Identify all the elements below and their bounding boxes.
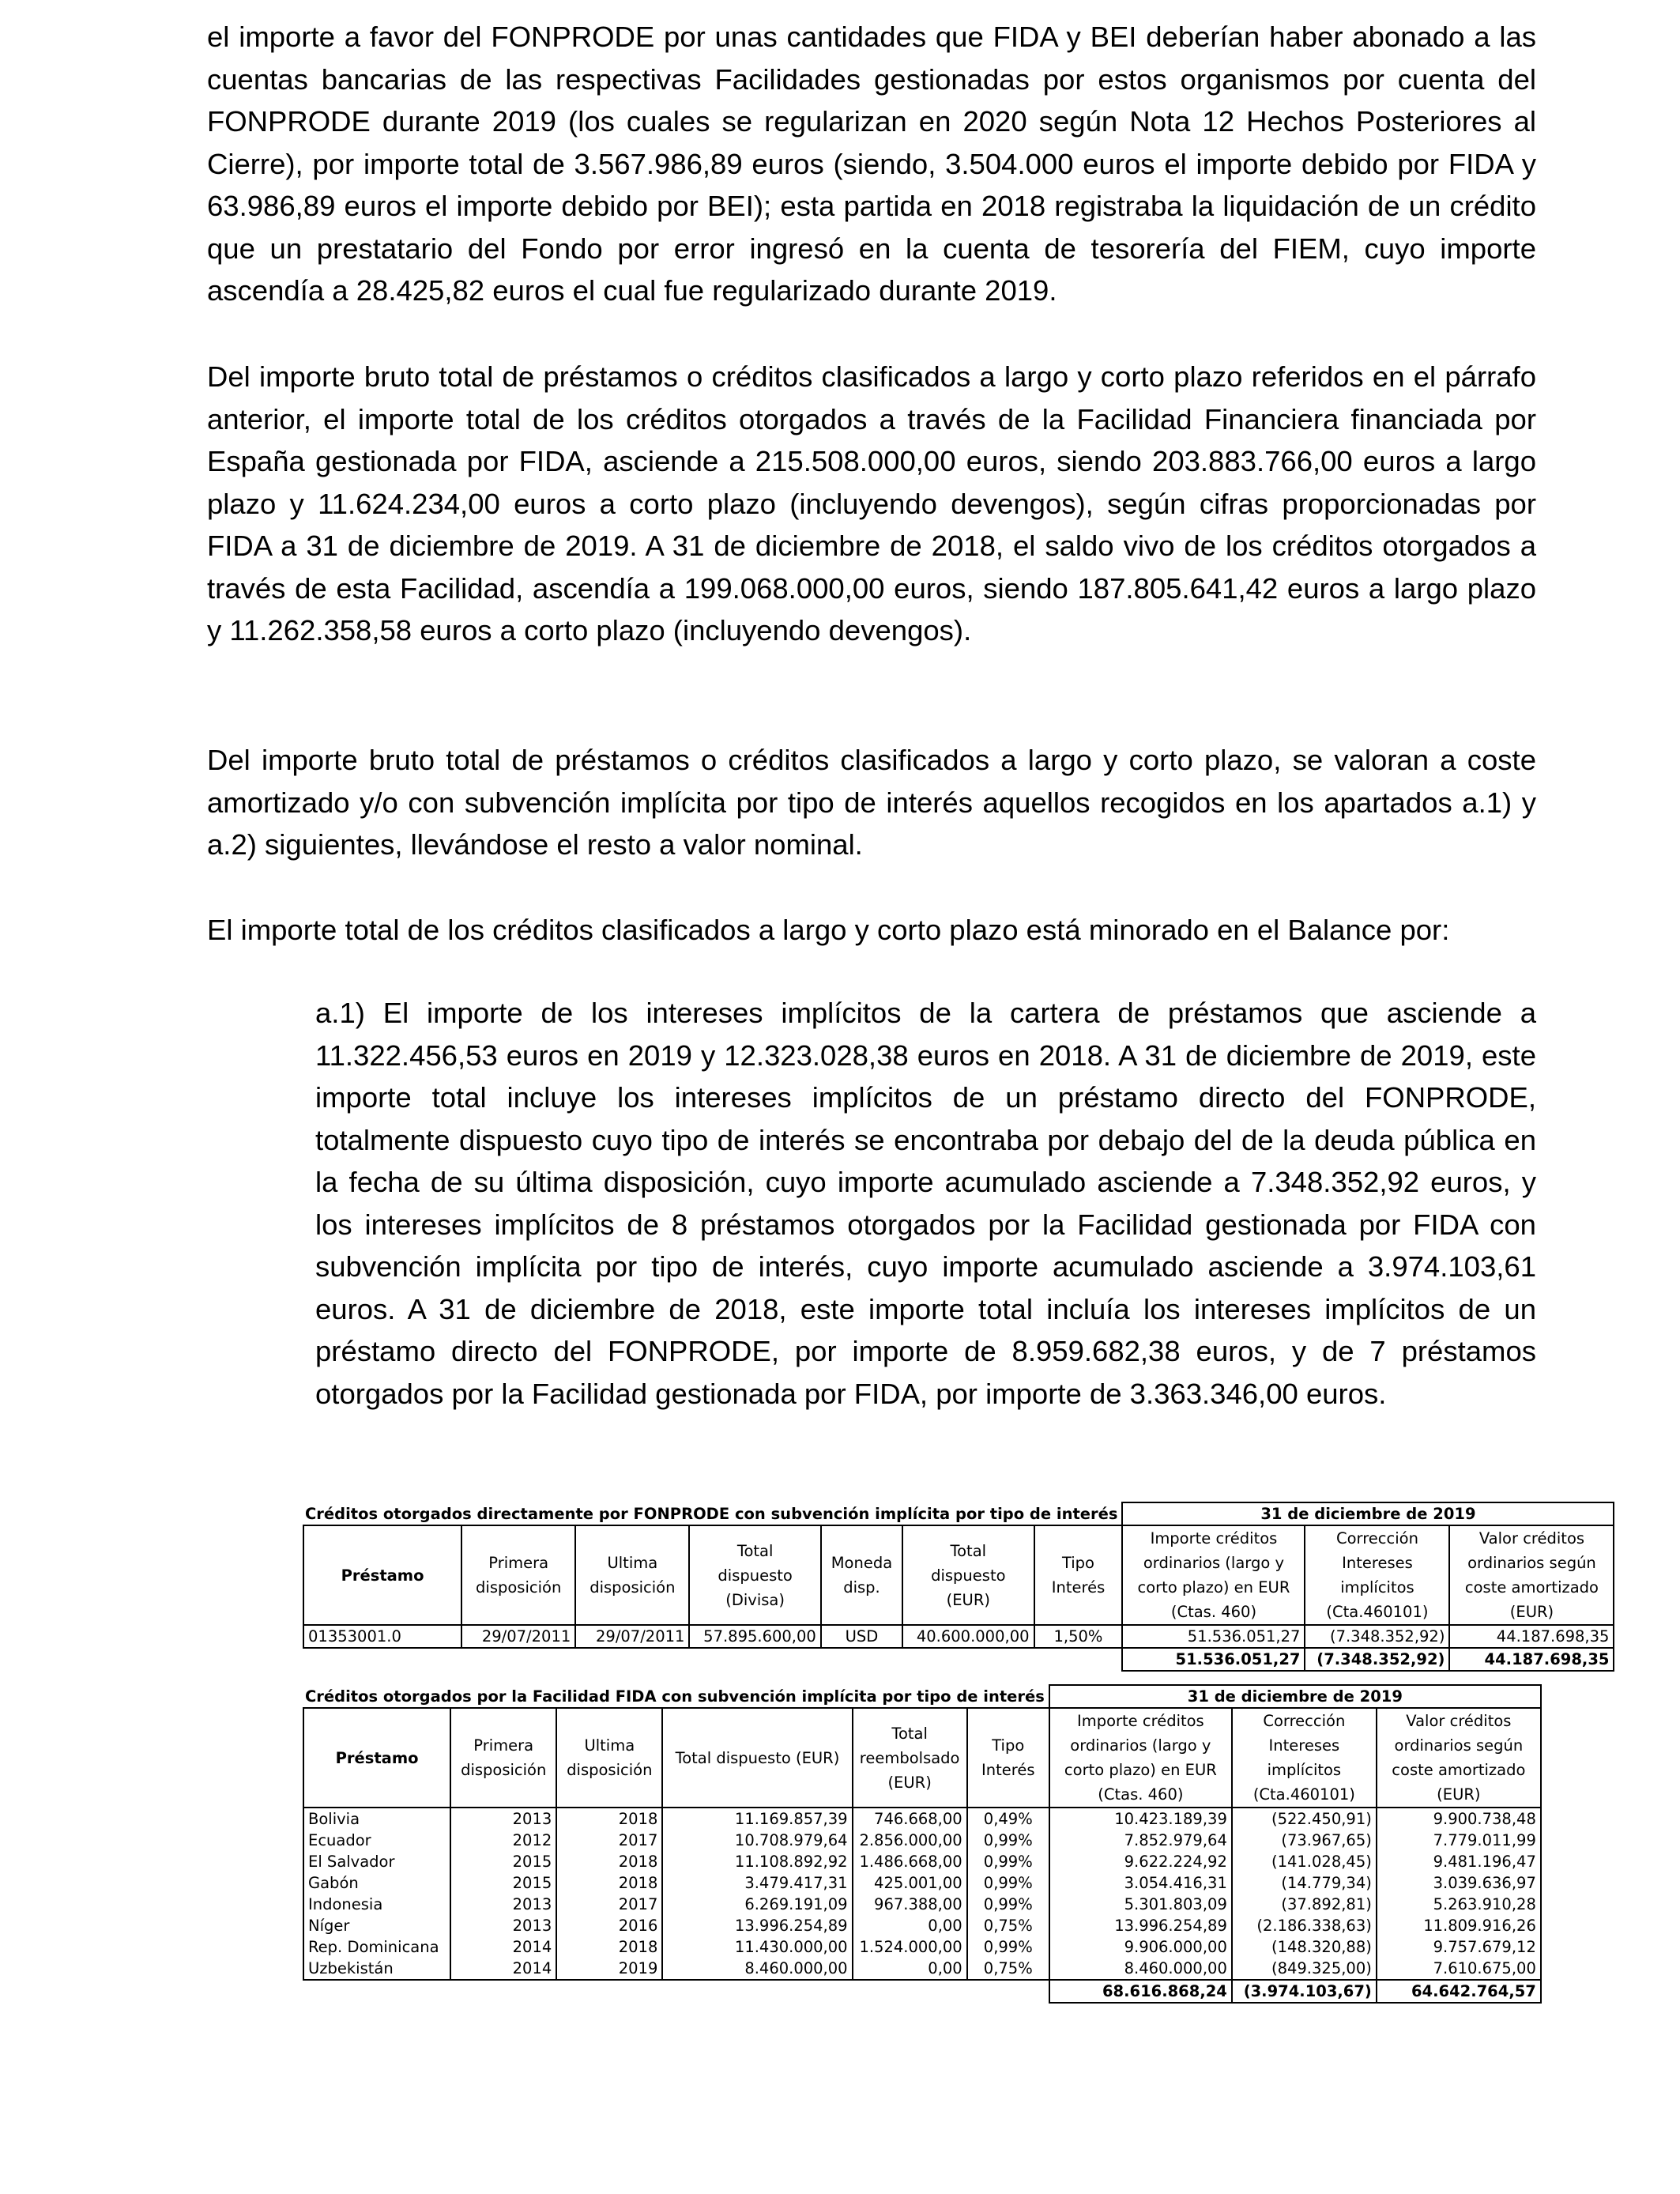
- table-cell: (14.779,34): [1232, 1872, 1377, 1894]
- table-fida-facilidad: [303, 1684, 1542, 2004]
- table-cell: 13.996.254,89: [662, 1915, 852, 1936]
- col-header-total-dispuesto: Total dispuesto (EUR): [662, 1708, 852, 1808]
- table-cell: Bolivia: [303, 1808, 450, 1830]
- table-cell: 425.001,00: [853, 1872, 967, 1894]
- col-header-prestamo: Préstamo: [303, 1525, 461, 1625]
- table-cell: 2017: [556, 1830, 662, 1851]
- col-header-total-reembolsado: Total reembolsado (EUR): [853, 1708, 967, 1808]
- paragraph-coste-amortizado: Del importe bruto total de préstamos o créditos clasificados a largo y corto plazo, se valoran a coste amortizado y/o con subvención implícita por tipo de interés aquellos recogidos en los apartados a.1) y a.2) siguientes, llevándose el resto a valor nominal.: [207, 744, 1536, 861]
- table-fonprode-directo: [303, 1502, 1614, 1672]
- table-row: [303, 1808, 1541, 1830]
- table-cell: 9.906.000,00: [1049, 1936, 1232, 1958]
- table-cell: 3.479.417,31: [662, 1872, 852, 1894]
- table-cell: 2018: [556, 1936, 662, 1958]
- table-date-header: 31 de diciembre de 2019: [1049, 1685, 1541, 1708]
- table-row: [303, 1851, 1541, 1872]
- table-title: Créditos otorgados por la Facilidad FIDA con subvención implícita por tipo de interés: [305, 1687, 1045, 1706]
- col-header-tipo-interes: Tipo Interés: [1034, 1525, 1123, 1625]
- table-cell: 6.269.191,09: [662, 1894, 852, 1915]
- table-cell: 7.779.011,99: [1377, 1830, 1541, 1851]
- table-cell: Níger: [303, 1915, 450, 1936]
- table-cell: 5.263.910,28: [1377, 1894, 1541, 1915]
- col-header-importe-creditos: Importe créditos ordinarios (largo y corto plazo) en EUR (Ctas. 460): [1049, 1708, 1232, 1808]
- col-header-correccion: Corrección Intereses implícitos (Cta.460101): [1232, 1708, 1377, 1808]
- table-cell: (141.028,45): [1232, 1851, 1377, 1872]
- table-cell: 8.460.000,00: [662, 1958, 852, 1980]
- col-header-valor-creditos: Valor créditos ordinarios según coste amortizado (EUR): [1377, 1708, 1541, 1808]
- table-cell: 2015: [450, 1872, 556, 1894]
- table-cell: 10.708.979,64: [662, 1830, 852, 1851]
- table-cell: Rep. Dominicana: [303, 1936, 450, 1958]
- table-cell: 2015: [450, 1851, 556, 1872]
- table-cell: 0,99%: [967, 1872, 1049, 1894]
- table-cell: 2017: [556, 1894, 662, 1915]
- table-cell: 2016: [556, 1915, 662, 1936]
- table-cell: 967.388,00: [853, 1894, 967, 1915]
- table-cell: 0,99%: [967, 1936, 1049, 1958]
- table-row: [303, 1830, 1541, 1851]
- table-cell: 0,49%: [967, 1808, 1049, 1830]
- table-cell: (37.892,81): [1232, 1894, 1377, 1915]
- table-row: [303, 1936, 1541, 1958]
- table-cell: Indonesia: [303, 1894, 450, 1915]
- table-cell: (522.450,91): [1232, 1808, 1377, 1830]
- col-header-total-eur: Total dispuesto (EUR): [902, 1525, 1034, 1625]
- table-cell: 11.108.892,92: [662, 1851, 852, 1872]
- table-cell: 746.668,00: [853, 1808, 967, 1830]
- table-cell: (2.186.338,63): [1232, 1915, 1377, 1936]
- col-header-valor-creditos: Valor créditos ordinarios según coste amortizado (EUR): [1449, 1525, 1614, 1625]
- col-header-importe-creditos: Importe créditos ordinarios (largo y corto plazo) en EUR (Ctas. 460): [1122, 1525, 1305, 1625]
- table-cell: 2019: [556, 1958, 662, 1980]
- table-cell: 11.430.000,00: [662, 1936, 852, 1958]
- table-cell: 2014: [450, 1958, 556, 1980]
- table-cell: 0,00: [853, 1958, 967, 1980]
- table-cell: El Salvador: [303, 1851, 450, 1872]
- paragraph-balance-minorado: El importe total de los créditos clasificados a largo y corto plazo está minorado en el Balance por:: [207, 914, 1450, 946]
- col-header-correccion: Corrección Intereses implícitos (Cta.460101): [1305, 1525, 1449, 1625]
- col-header-ultima-disposicion: Ultima disposición: [575, 1525, 689, 1625]
- table-cell: 1.486.668,00: [853, 1851, 967, 1872]
- table-cell: 0,75%: [967, 1958, 1049, 1980]
- table-cell: 2018: [556, 1808, 662, 1830]
- col-header-primera-disposicion: Primera disposición: [450, 1708, 556, 1808]
- table-cell: 9.900.738,48: [1377, 1808, 1541, 1830]
- paragraph-a1-intereses-implicitos: a.1) El importe de los intereses implícitos de la cartera de préstamos que asciende a 11.322.456,53 euros en 2019 y 12.323.028,38 euros en 2018. A 31 de diciembre de 2019, este importe total incluye los intereses implícitos de un préstamo directo del FONPRODE, totalmente dispuesto cuyo tipo de interés se encontraba por debajo del de la deuda pública en la fecha de su última disposición, cuyo importe acumulado asciende a 7.348.352,92 euros, y los intereses implícitos de 8 préstamos otorgados por la Facilidad gestionada por FIDA con subvención implícita por tipo de interés, cuyo importe acumulado asciende a 3.974.103,61 euros. A 31 de diciembre de 2018, este importe total incluía los intereses implícitos de un préstamo directo del FONPRODE, por importe de 8.959.682,38 euros, y de 7 préstamos otorgados por la Facilidad gestionada por FIDA, por importe de 3.363.346,00 euros.: [315, 997, 1536, 1410]
- col-header-ultima-disposicion: Ultima disposición: [556, 1708, 662, 1808]
- table-cell: 8.460.000,00: [1049, 1958, 1232, 1980]
- table-cell: 13.996.254,89: [1049, 1915, 1232, 1936]
- table-row: 01353001.0 29/07/2011 29/07/2011 57.895.600,00 USD 40.600.000,00 1,50% 51.536.051,27 (7.348.352,92) 44.187.698,35: [303, 1625, 1614, 1648]
- table-cell: (148.320,88): [1232, 1936, 1377, 1958]
- table-cell: (73.967,65): [1232, 1830, 1377, 1851]
- table-cell: 2014: [450, 1936, 556, 1958]
- table-cell: 9.757.679,12: [1377, 1936, 1541, 1958]
- table-cell: 11.169.857,39: [662, 1808, 852, 1830]
- table-cell: 3.039.636,97: [1377, 1872, 1541, 1894]
- table-cell: Ecuador: [303, 1830, 450, 1851]
- table-row: [303, 1915, 1541, 1936]
- table-cell: 0,99%: [967, 1851, 1049, 1872]
- table-cell: 9.622.224,92: [1049, 1851, 1232, 1872]
- table-cell: 1.524.000,00: [853, 1936, 967, 1958]
- table-cell: 2012: [450, 1830, 556, 1851]
- col-header-total-divisa: Total dispuesto (Divisa): [689, 1525, 820, 1625]
- col-header-prestamo: Préstamo: [303, 1708, 450, 1808]
- table-cell: 10.423.189,39: [1049, 1808, 1232, 1830]
- table-row: [303, 1894, 1541, 1915]
- table-cell: 2018: [556, 1872, 662, 1894]
- table-cell: 9.481.196,47: [1377, 1851, 1541, 1872]
- table-cell: 2018: [556, 1851, 662, 1872]
- table-title: Créditos otorgados directamente por FONPRODE con subvención implícita por tipo de interés: [305, 1504, 1118, 1523]
- table-totals-row: 68.616.868,24 (3.974.103,67) 64.642.764,57: [303, 1980, 1541, 2003]
- table-cell: 7.852.979,64: [1049, 1830, 1232, 1851]
- table-cell: Uzbekistán: [303, 1958, 450, 1980]
- table-date-header: 31 de diciembre de 2019: [1122, 1502, 1614, 1525]
- paragraph-fonprode-importe: el importe a favor del FONPRODE por unas cantidades que FIDA y BEI deberían haber abonado a las cuentas bancarias de las respectivas Facilidades gestionadas por estos organismos por cuenta del FONPRODE durante 2019 (los cuales se regularizan en 2020 según Nota 12 Hechos Posteriores al Cierre), por importe total de 3.567.986,89 euros (siendo, 3.504.000 euros el importe debido por FIDA y 63.986,89 euros el importe debido por BEI); esta partida en 2018 registraba la liquidación de un crédito que un prestatario del Fondo por error ingresó en la cuenta de tesorería del FIEM, cuyo importe ascendía a 28.425,82 euros el cual fue regularizado durante 2019.: [207, 21, 1536, 307]
- table-cell: 0,99%: [967, 1830, 1049, 1851]
- table-cell: 2013: [450, 1894, 556, 1915]
- table-cell: 0,99%: [967, 1894, 1049, 1915]
- table-row: [303, 1872, 1541, 1894]
- table-cell: (849.325,00): [1232, 1958, 1377, 1980]
- table-totals-row: 51.536.051,27 (7.348.352,92) 44.187.698,35: [303, 1648, 1614, 1671]
- col-header-primera-disposicion: Primera disposición: [461, 1525, 575, 1625]
- table-cell: 5.301.803,09: [1049, 1894, 1232, 1915]
- table-cell: Gabón: [303, 1872, 450, 1894]
- table-cell: 7.610.675,00: [1377, 1958, 1541, 1980]
- paragraph-fida-facilidad: Del importe bruto total de préstamos o créditos clasificados a largo y corto plazo referidos en el párrafo anterior, el importe total de los créditos otorgados a través de la Facilidad Financiera financiada por España gestionada por FIDA, asciende a 215.508.000,00 euros, siendo 203.883.766,00 euros a largo plazo y 11.624.234,00 euros a corto plazo (incluyendo devengos), según cifras proporcionadas por FIDA a 31 de diciembre de 2019. A 31 de diciembre de 2018, el saldo vivo de los créditos otorgados a través de esta Facilidad, ascendía a 199.068.000,00 euros, siendo 187.805.641,42 euros a largo plazo y 11.262.358,58 euros a corto plazo (incluyendo devengos).: [207, 360, 1536, 647]
- col-header-moneda: Moneda disp.: [821, 1525, 902, 1625]
- table-cell: 2013: [450, 1808, 556, 1830]
- table-cell: 0,00: [853, 1915, 967, 1936]
- table-cell: 11.809.916,26: [1377, 1915, 1541, 1936]
- table-cell: 2.856.000,00: [853, 1830, 967, 1851]
- table-cell: 2013: [450, 1915, 556, 1936]
- table-cell: 0,75%: [967, 1915, 1049, 1936]
- col-header-tipo-interes: Tipo Interés: [967, 1708, 1049, 1808]
- table-cell: 3.054.416,31: [1049, 1872, 1232, 1894]
- table-row: [303, 1958, 1541, 1980]
